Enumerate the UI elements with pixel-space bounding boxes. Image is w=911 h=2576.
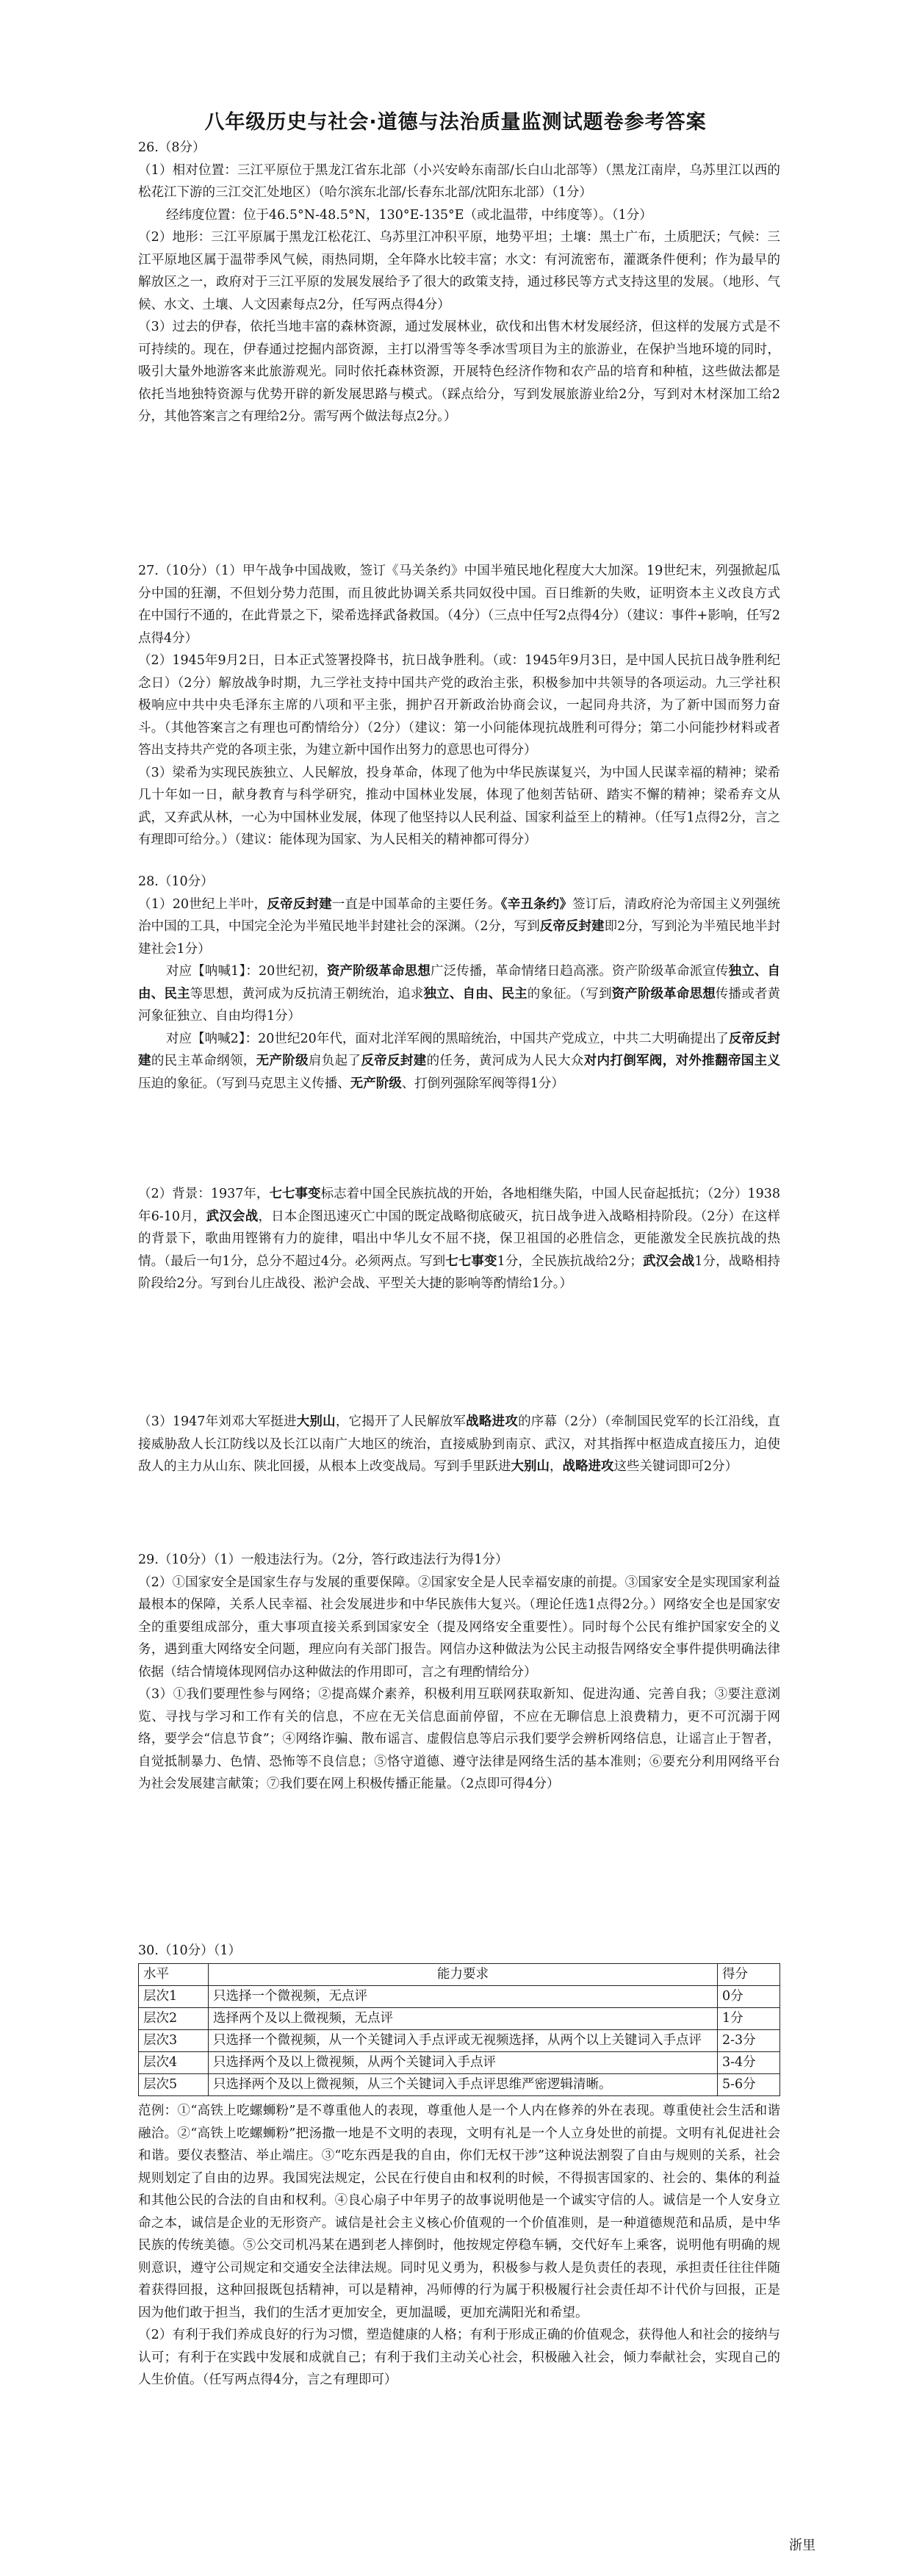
cell-requirement: 只选择一个微视频，无点评 — [209, 1986, 718, 2008]
table-row — [139, 2052, 780, 2074]
table-row — [139, 2074, 780, 2096]
cell-requirement: 只选择两个及以上微视频，从两个关键词入手点评 — [209, 2052, 718, 2074]
cell-level: 层次3 — [139, 2030, 209, 2052]
footer-mark: 浙里 — [789, 2538, 815, 2553]
cell-requirement: 选择两个及以上微视频，无点评 — [209, 2008, 718, 2030]
table-header-row — [139, 1964, 780, 1986]
q26-answer-1: （1）相对位置：三江平原位于黑龙江省东北部（小兴安岭东南部/长白山北部等）（黑龙江南岸，乌苏里江以西的松花江下游的三江交汇处地区）（哈尔滨东北部/长春东北部/沈阳东北部）（1分） — [138, 162, 780, 200]
cell-score: 5-6分 — [718, 2074, 780, 2096]
q28-answer-3: （3）1947年刘邓大军挺进大别山，它揭开了人民解放军战略进攻的序幕（2分）（牵制国民党军的长江沿线，直接威胁敌人长江防线以及长江以南广大地区的统治，直接威胁到南京、武汉，对其指挥中枢造成直接压力，迫使敌人的主力从山东、陕北回援，从根本上改变战局。写到手里跃进大别山，战略进攻这些关键词即可2分） — [138, 1414, 781, 1474]
q30-answer-block — [138, 2100, 780, 2392]
page-title: 八年级历史与社会·道德与法治质量监测试题卷参考答案 — [204, 111, 707, 134]
q26-heading: 26.（8分） — [138, 140, 206, 155]
q26-answer-2: （2）地形：三江平原属于黑龙江松花江、乌苏里江冲积平原，地势平坦；土壤：黑土广布，土质肥沃；气候：三江平原地区属于温带季风气候，雨热同期，全年降水比较丰富；水文：有河流密布，灌溉条件便利；作为最早的解放区之一，政府对于三江平原的发展发展给予了很大的政策支持，通过移民等方式支持这里的发展。（地形、气候、水文、土壤、人文因素每点2分，任写两点得4分） — [138, 230, 780, 312]
q29-block — [138, 1549, 780, 1796]
q28-continuation — [138, 1411, 780, 1478]
table-row — [139, 2030, 780, 2052]
q28-block — [138, 871, 780, 1095]
q30-rubric-table — [138, 1963, 780, 2096]
table-row — [139, 1986, 780, 2008]
cell-requirement: 只选择两个及以上微视频，从三个关键词入手点评思维严密逻辑清晰。 — [209, 2074, 718, 2096]
cell-score: 3-4分 — [718, 2052, 780, 2074]
q29-answer-3: （3）①我们要理性参与网络；②提高媒介素养，积极利用互联网获取新知、促进沟通、完善自我；③要注意浏览、寻找与学习和工作有关的信息，不应在无关信息面前停留，不应在无聊信息上浪费精力，更不可沉溺于网络，要学会“信息节食”；④网络诈骗、散布谣言、虚假信息等启示我们要学会辨析网络信息，让谣言止于智者，自觉抵制暴力、色情、恐怖等不良信息；⑤恪守道德、遵守法律是网络生活的基本准则；⑥要充分利用网络平台为社会发展建言献策；⑦我们要在网上积极传播正能量。（2点即可得4分） — [138, 1687, 780, 1791]
q27-answer-1: 27.（10分）（1）甲午战争中国战败，签订《马关条约》中国半殖民地化程度大大加深。19世纪末，列强掀起瓜分中国的狂潮，不但划分势力范围，而且彼此协调关系共同奴役中国。百日维新的失败，证明资本主义改良方式在中国行不通的，在此背景之下，梁希选择武备救国。（4分）（三点中任写2点得4分）（建议：事件+影响，任写2点得4分） — [138, 564, 780, 646]
q29-answer-1: 29.（10分）（1）一般违法行为。（2分，答行政违法行为得1分） — [138, 1553, 508, 1567]
q26-answer-3: （3）过去的伊春，依托当地丰富的森林资源，通过发展林业，砍伐和出售木材发展经济，但这样的发展方式是不可持续的。现在，伊春通过挖掘内部资源，主打以滑雪等冬季冰雪项目为主的旅游业，在保护当地环境的同时，吸引大量外地游客来此旅游观光。同时依托森林资源，开展特色经济作物和农产品的培育和种植，这些做法都是依托当地独特资源与优势开辟的新发展思路与模式。（踩点给分，写到发展旅游业给2分，写到对木材深加工给2分，其他答案言之有理给2分。需写两个做法每点2分。） — [138, 320, 780, 424]
cell-level: 层次5 — [139, 2074, 209, 2096]
q30-heading-block — [138, 1940, 780, 1962]
q28-nahan-1: 对应【呐喊1】：20世纪初，资产阶级革命思想广泛传播，革命情绪日趋高涨。资产阶级革命派宣传独立、自由、民主等思想，黄河成为反抗清王朝统治，追求独立、自由、民主的象征。（写到资产阶级革命思想传播或者黄河象征独立、自由均得1分） — [138, 964, 781, 1023]
table-row — [139, 2008, 780, 2030]
cell-level: 层次4 — [139, 2052, 209, 2074]
cell-score: 0分 — [718, 1986, 780, 2008]
cell-score: 2-3分 — [718, 2030, 780, 2052]
col-header-level: 水平 — [139, 1964, 209, 1986]
cell-requirement: 只选择一个微视频，从一个关键词入手点评或无视频选择，从两个以上关键词入手点评 — [209, 2030, 718, 2052]
q30-answer-2: （2）有利于我们养成良好的行为习惯，塑造健康的人格；有利于形成正确的价值观念，获得他人和社会的接纳与认可；有利于在实践中发展和成就自己；有利于我们主动关心社会，积极融入社会，倾力奉献社会，实现自己的人生价值。（任写两点得4分，言之有理即可） — [138, 2328, 780, 2387]
cell-level: 层次1 — [139, 1986, 209, 2008]
q27-answer-2: （2）1945年9月2日，日本正式签署投降书，抗日战争胜利。（或：1945年9月3日，是中国人民抗日战争胜利纪念日）（2分）解放战争时期，九三学社支持中国共产党的政治主张，积极参加中共领导的各项运动。九三学社积极响应中共中央毛泽东主席的八项和平主张，拥护召开新政治协商会议，一起同舟共济，为了新中国而努力奋斗。（其他答案言之有理也可酌情给分）（2分）（建议：第一小问能体现抗战胜利可得分；第二小问能抄材料或者答出支持共产党的各项主张，为建立新中国作出努力的意思也可得分） — [138, 653, 780, 758]
q27-answer-3: （3）梁希为实现民族独立、人民解放，投身革命，体现了他为中华民族谋复兴，为中国人民谋幸福的精神；梁希几十年如一日，献身教育与科学研究，推动中国林业发展，体现了他刻苦钻研、踏实不懈的精神；梁希弃文从武，又弃武从林，一心为中国林业发展，体现了他坚持以人民利益、国家利益至上的精神。（任写1点得2分，言之有理即可给分。）（建议：能体现为国家、为人民相关的精神都可得分） — [138, 765, 780, 847]
q29-answer-2: （2）①国家安全是国家生存与发展的重要保障。②国家安全是人民幸福安康的前提。③国家安全是实现国家利益最根本的保障，关系人民幸福、社会发展进步和中华民族伟大复兴。（理论任选1点得2分。）网络安全也是国家安全的重要组成部分，重大事项直接关系到国家安全（提及网络安全重要性）。同时每个公民有维护国家安全的义务，遇到重大网络安全问题，理应向有关部门报告。网信办这种做法为公民主动报告网络安全事件提供明确法律依据（结合情境体现网信办这种做法的作用即可，言之有理酌情给分） — [138, 1575, 780, 1680]
q27-block — [138, 560, 780, 852]
q26-answer-1-latlon: 经纬度位置：位于46.5°N-48.5°N，130°E-135°E（或北温带，中纬度等）。（1分） — [166, 207, 652, 223]
q28-nahan-2: 对应【呐喊2】：20世纪20年代，面对北洋军阀的黑暗统治，中国共产党成立，中共二大明确提出了反帝反封建的民主革命纲领，无产阶级肩负起了反帝反封建的任务，黄河成为人民大众对内打倒军阀，对外推翻帝国主义压迫的象征。（写到马克思主义传播、无产阶级、打倒列强除军阀等得1分） — [138, 1031, 781, 1091]
cell-score: 1分 — [718, 2008, 780, 2030]
q28-answer-2-top — [138, 1183, 781, 1291]
q28-heading: 28.（10分） — [138, 874, 214, 889]
q30-example: 范例：①“高铁上吃螺蛳粉”是不尊重他人的表现，尊重他人是一个人内在修养的外在表现。尊重使社会生活和谐融洽。②“高铁上吃螺蛳粉”把汤撒一地是不文明的表现，文明有礼是一个人立身处世的前提。文明有礼促进社会和谐。要仪表整洁、举止端庄。③“吃东西是我的自由，你们无权干涉”这种说法割裂了自由与规则的关系，社会规则划定了自由的边界。我国宪法规定，公民在行使自由和权利的时候，不得损害国家的、社会的、集体的利益和其他公民的合法的自由和权利。④良心扇子中年男子的故事说明他是一个诚实守信的人。诚信是一个人安身立命之本，诚信是企业的无形资产。诚信是社会主义核心价值观的一个价值准则，是一种道德规范和品质，是中华民族的传统美德。⑤公交司机冯某在遇到老人摔倒时，他按规定停稳车辆，交代好车上乘客，说明他有明确的规则意识，遵守公司规定和交通安全法律法规。同时见义勇为，积极参与救人是负责任的表现，承担责任往往伴随着获得回报，这种回报既包括精神，可以是精神，冯师傅的行为属于积极履行社会责任却不计代价与回报，正是因为他们敢于担当，我们的生活才更加安全，更加温暖，更加充满阳光和希望。 — [138, 2104, 780, 2320]
q28-answer-2: （2）背景：1937年，七七事变标志着中国全民族抗战的开始，各地相继失陷，中国人民奋起抵抗；（2分）1938年6-10月，武汉会战，日本企图迅速灭亡中国的既定战略彻底破灭，抗日战争进入战略相持阶段。（2分）在这样的背景下，歌曲用铿锵有力的旋律，唱出中华儿女不屈不挠，保卫祖国的必胜信念，更能激发全民族抗战的热情。（最后一句1分，总分不超过4分。必须两点。写到七七事变1分，全民族抗战给2分；武汉会战1分，战略相持阶段给2分。写到台儿庄战役、淞沪会战、平型关大捷的影响等酌情给1分。） — [138, 1187, 781, 1291]
q26-block — [138, 137, 780, 428]
q28-answer-1: （1）20世纪上半叶，反帝反封建一直是中国革命的主要任务。《辛丑条约》签订后，清政府沦为帝国主义列强统治中国的工具，中国完全沦为半殖民地半封建社会的深渊。（2分，写到反帝反封建即2分，写到沦为半殖民地半封建社会1分） — [138, 896, 781, 957]
q30-heading: 30.（10分）（1） — [138, 1943, 241, 1958]
col-header-requirement: 能力要求 — [209, 1964, 718, 1986]
cell-level: 层次2 — [139, 2008, 209, 2030]
col-header-score: 得分 — [718, 1964, 780, 1986]
